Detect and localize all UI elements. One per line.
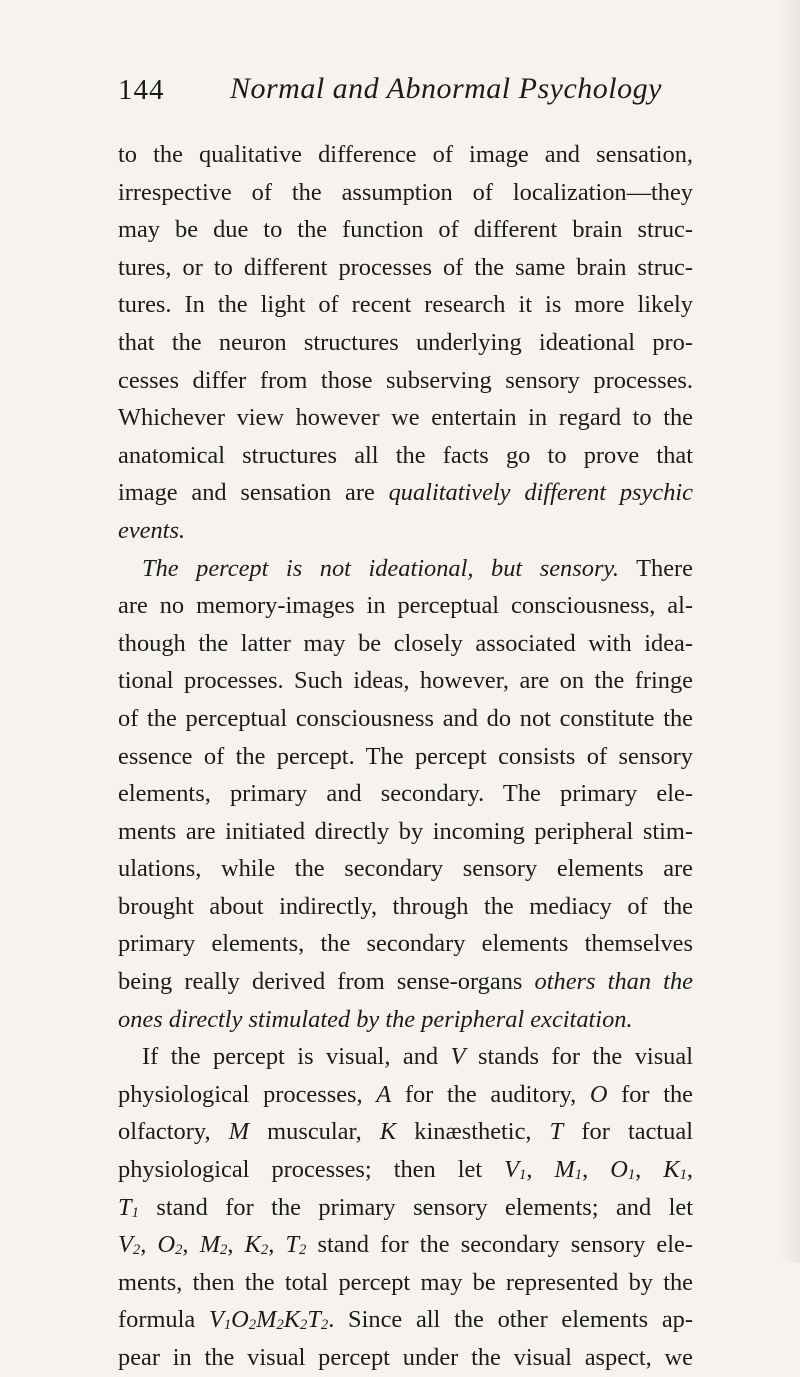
symbol-letter: K xyxy=(244,1231,261,1259)
percept-formula xyxy=(209,1306,328,1333)
subscript: 1 xyxy=(679,1167,687,1184)
text-line xyxy=(118,1076,693,1114)
text-line: essence of the percept. The percept consists of sensory xyxy=(118,742,693,770)
subscript: 2 xyxy=(320,1317,329,1334)
symbol-m2 xyxy=(200,1231,228,1258)
text-line xyxy=(118,1001,693,1039)
symbol-v2 xyxy=(118,1231,140,1258)
symbol-letter: O xyxy=(610,1156,628,1184)
symbol-k: K xyxy=(379,1118,397,1146)
symbol-letter: V xyxy=(208,1306,224,1334)
paragraph-start xyxy=(118,1038,693,1076)
subscript: 1 xyxy=(627,1167,636,1184)
symbol-letter: T xyxy=(285,1231,300,1259)
paragraph-start xyxy=(118,550,693,588)
subscript: 2 xyxy=(175,1242,183,1259)
symbol-letter: T xyxy=(307,1306,321,1334)
text-line: tures. In the light of recent research it is more likely xyxy=(118,291,693,319)
italic-heading-phrase: The percept is not ideational, but sensory. xyxy=(142,554,620,582)
symbol-letter: O xyxy=(157,1231,176,1259)
italic-emphasis: qualitatively different psychic xyxy=(388,479,693,507)
text-line: ments are initiated directly by incoming peripheral stim- xyxy=(118,817,693,845)
symbol-letter: M xyxy=(199,1231,221,1259)
subscript: 1 xyxy=(131,1204,139,1221)
text-run: stands for the visual xyxy=(465,1043,693,1071)
text-run: image and sensation are xyxy=(118,479,389,507)
text-line: cesses differ from those subserving sensory processes. xyxy=(118,366,693,394)
running-title: Normal and Abnormal Psychology xyxy=(230,72,662,105)
text-run: olfactory, xyxy=(118,1118,229,1146)
text-run: physiological processes, xyxy=(118,1080,377,1108)
symbol-t2 xyxy=(285,1231,306,1258)
text-line: tures, or to different processes of the same brain struc- xyxy=(118,253,693,281)
symbol-a: A xyxy=(376,1080,392,1108)
italic-emphasis: ones directly stimulated by the peripheral excitation. xyxy=(118,1005,633,1033)
italic-emphasis: others than the xyxy=(534,968,693,996)
text-line xyxy=(118,512,693,550)
text-line: elements, primary and secondary. The primary ele- xyxy=(118,780,693,808)
symbol-letter: O xyxy=(231,1306,249,1334)
text-line: are no memory-images in perceptual consciousness, al- xyxy=(118,592,693,620)
text-line: physiological processes; then let $V_1$, $M_1$, $O_1$, $K_1$, xyxy=(118,1156,693,1184)
symbol-k2 xyxy=(245,1231,269,1258)
symbol-m: M xyxy=(228,1118,250,1146)
text-line: of the perceptual consciousness and do not constitute the xyxy=(118,704,693,732)
text-line: $V_2$, $O_2$, $M_2$, $K_2$, $T_2$ stand for the secondary sensory ele- xyxy=(118,1231,693,1259)
italic-emphasis: events. xyxy=(118,516,186,544)
text-line: ments, then the total percept may be represented by the xyxy=(118,1268,693,1296)
symbol-letter: K xyxy=(283,1306,301,1334)
text-line: irrespective of the assumption of localization—they xyxy=(118,178,693,206)
subscript: 1 xyxy=(574,1167,583,1184)
subscript: 1 xyxy=(223,1317,232,1334)
symbol-letter: T xyxy=(118,1193,132,1221)
symbol-k1 xyxy=(663,1156,687,1183)
text-line: tional processes. Such ideas, however, are on the fringe xyxy=(118,667,693,695)
text-line xyxy=(118,1301,693,1339)
text-run: . Since all the other elements ap- xyxy=(328,1306,693,1334)
symbol-v: V xyxy=(450,1043,466,1071)
symbol-o1 xyxy=(610,1156,635,1183)
page-number: 144 xyxy=(118,74,165,106)
text-line: anatomical structures all the facts go to prove that xyxy=(118,441,693,469)
text-line: may be due to the function of different brain struc- xyxy=(118,216,693,244)
symbol-o: O xyxy=(589,1080,608,1108)
text-run: kinæsthetic, xyxy=(396,1118,550,1146)
text-run: muscular, xyxy=(249,1118,380,1146)
text-line: pear in the visual percept under the visual aspect, we xyxy=(118,1344,693,1371)
subscript: 2 xyxy=(299,1242,307,1259)
text-line xyxy=(118,963,693,1001)
text-line: Whichever view however we entertain in regard to the xyxy=(118,404,693,432)
body-text xyxy=(118,136,693,1377)
text-line: to the qualitative difference of image and sensation, xyxy=(118,141,693,168)
page-edge-shadow xyxy=(778,0,800,1263)
subscript: 2 xyxy=(248,1317,257,1334)
text-line: that the neuron structures underlying ideational pro- xyxy=(118,328,693,356)
text-line xyxy=(118,474,693,512)
running-header xyxy=(118,72,678,116)
subscript: 2 xyxy=(220,1242,228,1259)
subscript: 2 xyxy=(132,1242,141,1259)
text-run: physiological processes; then let xyxy=(118,1156,505,1184)
subscript: 2 xyxy=(276,1317,284,1334)
symbol-letter: V xyxy=(504,1156,520,1184)
text-run: for the auditory, xyxy=(391,1080,590,1108)
text-line: brought about indirectly, through the mediacy of the xyxy=(118,892,693,920)
subscript: 1 xyxy=(519,1167,527,1184)
subscript: 2 xyxy=(300,1317,308,1334)
text-line xyxy=(118,1189,693,1227)
text-run: for tactual xyxy=(563,1118,693,1146)
symbol-m1 xyxy=(554,1156,582,1183)
text-line: ulations, while the secondary sensory elements are xyxy=(118,855,693,883)
text-line xyxy=(118,1113,693,1151)
symbol-letter: V xyxy=(118,1231,133,1259)
text-run: If the percept is visual, and xyxy=(142,1043,451,1071)
text-run: formula xyxy=(118,1306,209,1334)
symbol-letter: K xyxy=(663,1156,680,1184)
text-line: primary elements, the secondary elements themselves xyxy=(118,930,693,958)
symbol-o2 xyxy=(157,1231,182,1258)
text-run: being really derived from sense-organs xyxy=(118,968,535,996)
symbol-letter: M xyxy=(256,1306,277,1334)
symbol-t: T xyxy=(549,1118,564,1146)
text-run: There xyxy=(619,554,693,582)
subscript: 2 xyxy=(260,1242,269,1259)
symbol-v1 xyxy=(504,1156,526,1183)
text-run: stand for the primary sensory elements; and let xyxy=(138,1193,693,1221)
symbol-letter: M xyxy=(554,1156,575,1184)
text-run: stand for the secondary sensory ele- xyxy=(306,1231,693,1259)
symbol-t1 xyxy=(118,1194,139,1221)
text-line: though the latter may be closely associated with idea- xyxy=(118,629,693,657)
text-run: for the xyxy=(607,1080,694,1108)
